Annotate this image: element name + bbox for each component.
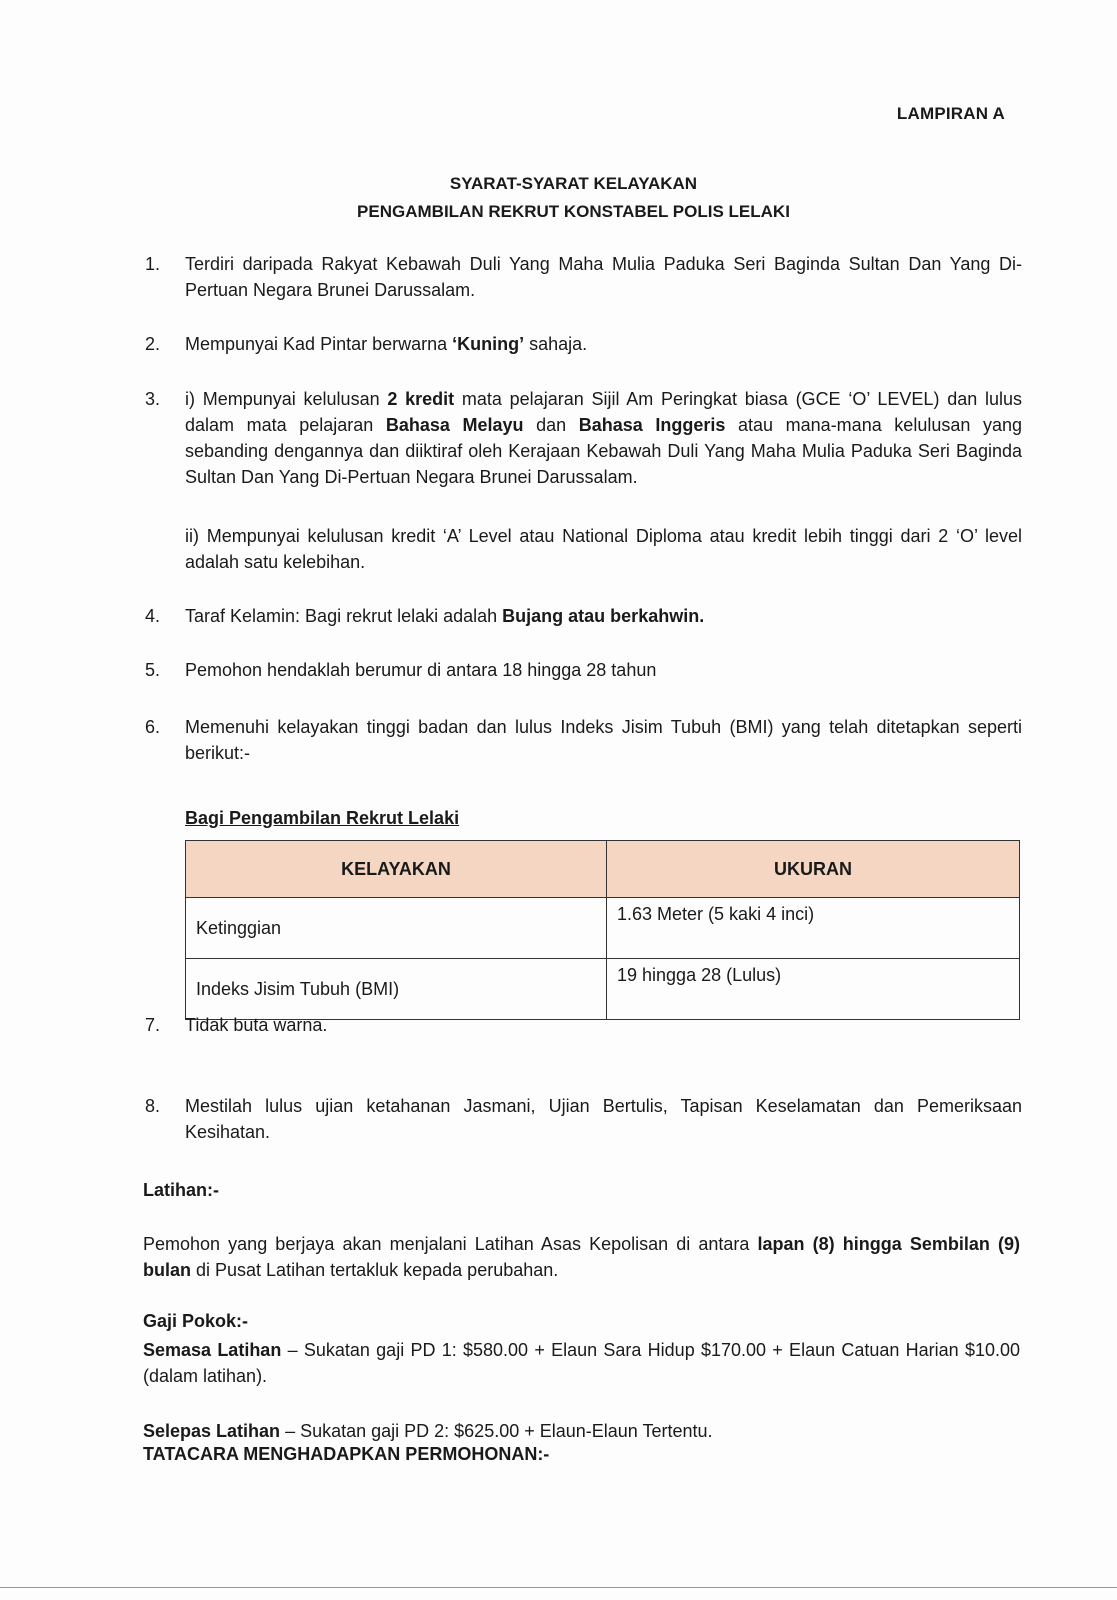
item-number: 8. bbox=[145, 1096, 161, 1116]
table-header-ukuran: UKURAN bbox=[607, 841, 1020, 898]
item-text: Memenuhi kelayakan tinggi badan dan lulus Indeks Jisim Tubuh (BMI) yang telah ditetapkan seperti berikut:- bbox=[185, 717, 1022, 763]
item-8 bbox=[145, 1093, 1022, 1145]
item-text: Tidak buta warna. bbox=[185, 1015, 328, 1035]
item-number: 5. bbox=[145, 660, 161, 680]
item-2 bbox=[145, 331, 1022, 357]
item-number: 4. bbox=[145, 606, 161, 626]
item-number: 7. bbox=[145, 1015, 161, 1035]
item-3-ii bbox=[145, 523, 1022, 575]
latihan-paragraph: Pemohon yang berjaya akan menjalani Latihan Asas Kepolisan di antara lapan (8) hingga Sembilan (9) bulan di Pusat Latihan tertakluk kepada perubahan. bbox=[143, 1234, 1020, 1280]
requirements-table bbox=[185, 840, 1020, 1020]
title-line-1: SYARAT-SYARAT KELAYAKAN bbox=[449, 174, 698, 193]
item-6 bbox=[145, 714, 1022, 766]
item-3 bbox=[145, 386, 1022, 490]
table-row bbox=[186, 959, 1020, 1020]
item-text: Pemohon hendaklah berumur di antara 18 hingga 28 tahun bbox=[185, 660, 657, 680]
gaji-selepas: Selepas Latihan – Sukatan gaji PD 2: $625.00 + Elaun-Elaun Tertentu. bbox=[143, 1421, 713, 1441]
gaji-semasa: Semasa Latihan – Sukatan gaji PD 1: $580.00 + Elaun Sara Hidup $170.00 + Elaun Catuan Harian $10.00 (dalam latihan). bbox=[143, 1340, 1021, 1386]
item-7 bbox=[145, 1012, 1022, 1038]
item-text: Mestilah lulus ujian ketahanan Jasmani, Ujian Bertulis, Tapisan Keselamatan dan Pemeriksaan Kesihatan. bbox=[185, 1096, 1022, 1142]
table-header-kelayakan: KELAYAKAN bbox=[186, 841, 607, 898]
item-text: Taraf Kelamin: Bagi rekrut lelaki adalah Bujang atau berkahwin. bbox=[185, 606, 705, 626]
item-number: 3. bbox=[145, 389, 161, 409]
item-4 bbox=[145, 603, 1022, 629]
item-1 bbox=[145, 251, 1022, 303]
item-text: Mempunyai Kad Pintar berwarna ‘Kuning’ sahaja. bbox=[185, 334, 588, 354]
table-cell: Ketinggian bbox=[186, 898, 607, 959]
lampiran-label: LAMPIRAN A bbox=[896, 104, 1005, 123]
scan-edge-line bbox=[0, 1587, 1117, 1588]
item-number: 2. bbox=[145, 334, 161, 354]
table-row bbox=[186, 898, 1020, 959]
tatacara-heading: TATACARA MENGHADAPKAN PERMOHONAN:- bbox=[143, 1444, 550, 1464]
table-cell: Indeks Jisim Tubuh (BMI) bbox=[186, 959, 607, 1020]
item-text-ii: ii) Mempunyai kelulusan kredit ‘A’ Level atau National Diploma atau kredit lebih tinggi dari 2 ‘O’ level adalah satu kelebihan. bbox=[185, 526, 1022, 572]
gaji-heading: Gaji Pokok:- bbox=[143, 1311, 249, 1331]
table-cell: 19 hingga 28 (Lulus) bbox=[607, 959, 1020, 1020]
item-text: Terdiri daripada Rakyat Kebawah Duli Yang Maha Mulia Paduka Seri Baginda Sultan Dan Yang Di-Pertuan Negara Brunei Darussalam. bbox=[185, 254, 1022, 300]
table-title: Bagi Pengambilan Rekrut Lelaki bbox=[185, 808, 460, 828]
latihan-heading: Latihan:- bbox=[143, 1180, 219, 1200]
table-cell: 1.63 Meter (5 kaki 4 inci) bbox=[607, 898, 1020, 959]
title-line-2: PENGAMBILAN REKRUT KONSTABEL POLIS LELAKI bbox=[357, 202, 790, 221]
item-text-i: i) Mempunyai kelulusan 2 kredit mata pelajaran Sijil Am Peringkat biasa (GCE ‘O’ LEVEL) dan lulus dalam mata pelajaran Bahasa Melayu dan Bahasa Inggeris atau mana-mana kelulusan yang sebanding dengannya dan diiktiraf oleh Kerajaan Kebawah Duli Yang Maha Mulia Paduka Seri Baginda Sultan Dan Yang Di-Pertuan Negara Brunei Darussalam. bbox=[185, 389, 1022, 487]
item-number: 6. bbox=[145, 717, 161, 737]
item-5 bbox=[145, 657, 1022, 683]
table-header-row bbox=[186, 841, 1020, 898]
item-number: 1. bbox=[145, 254, 161, 274]
